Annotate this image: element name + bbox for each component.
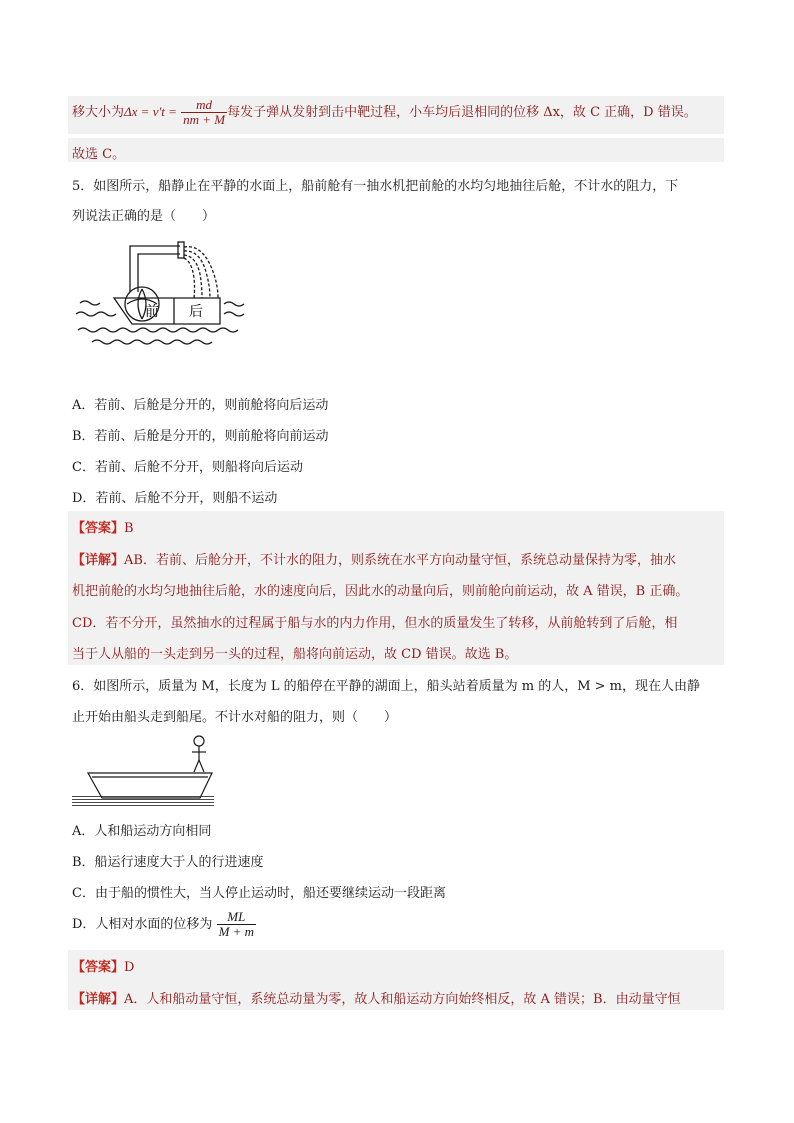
q6-stem-line2: 止开始由船头走到船尾。不计水对船的阻力，则（ ）	[72, 710, 398, 725]
q5-boat-figure	[72, 234, 262, 354]
q6-answer-line	[72, 956, 134, 975]
q4-conclusion-block	[68, 138, 724, 162]
q4-fraction	[181, 98, 227, 127]
q6-option-b: B．船运行速度大于人的行进速度	[72, 855, 264, 870]
q6-option-a: A．人和船运动方向相同	[72, 824, 212, 839]
q5-stem-line1: 5．如图所示，船静止在平静的水面上，船前舱有一抽水机把前舱的水均匀地抽往后舱，不计水的阻力，下	[72, 179, 679, 194]
q4-conclusion: 故选 C。	[72, 147, 126, 162]
q5-answer-value: B	[124, 521, 134, 536]
q5-option-b: B．若前、后舱是分开的，则前舱将向前运动	[72, 429, 329, 444]
q6-answer-tag: 【答案】	[72, 960, 125, 975]
q6-answer-value: D	[124, 960, 135, 975]
q5-answer-tag: 【答案】	[72, 521, 125, 536]
q6-option-c: C．由于船的惯性大，当人停止运动时，船还要继续运动一段距离	[72, 886, 446, 901]
q5-stem-line2: 列说法正确的是（ ）	[72, 209, 216, 224]
q4-frac-num: md	[181, 98, 227, 113]
q6-option-d-prefix: D．人相对水面的位移为	[72, 917, 213, 932]
q4-suffix: 每发子弹从发射到击中靶过程，小车均后退相同的位移 Δx，故 C 正确，D 错误。	[227, 105, 697, 120]
q5-detail-line4: 当于人从船的一头走到另一头的过程，船将向前运动，故 CD 错误。故选 B。	[72, 647, 518, 662]
q6-detail-tag: 【详解】	[72, 992, 125, 1007]
q5-detail-line1	[72, 549, 676, 568]
q5-answer-line	[72, 517, 134, 536]
q6-boat-figure	[72, 732, 222, 812]
q5-detail-text1: AB．若前、后舱分开，不计水的阻力，则系统在水平方向动量守恒，系统总动量保持为零，抽水	[124, 553, 676, 568]
q6-option-d-num: ML	[217, 910, 257, 925]
q5-detail-tag: 【详解】	[72, 553, 125, 568]
q5-detail-line2: 机把前舱的水均匀地抽往后舱，水的速度向后，因此水的动量向后，则前舱向前运动，故 A 错误，B 正确。	[72, 584, 689, 599]
q5-option-c: C．若前、后舱不分开，则船将向后运动	[72, 460, 303, 475]
q6-option-d-den: M + m	[218, 924, 255, 939]
q5-option-d: D．若前、后舱不分开，则船不运动	[72, 491, 278, 506]
q6-stem-line1: 6．如图所示，质量为 M，长度为 L 的船停在平静的湖面上，船头站着质量为 m 的人，M > m，现在人由静	[72, 679, 700, 694]
q5-rear-label: 后	[189, 304, 203, 320]
q4-frac-den: nm + M	[183, 112, 226, 127]
q5-option-a: A．若前、后舱是分开的，则前舱将向后运动	[72, 398, 329, 413]
q4-explanation-line	[72, 98, 697, 127]
q5-front-label: 前	[145, 304, 159, 320]
q6-detail-text1: A．人和船动量守恒，系统总动量为零，故人和船运动方向始终相反，故 A 错误；B．由动量守恒	[124, 992, 681, 1007]
q6-option-d-fraction	[217, 910, 257, 939]
q4-prefix: 移大小为	[72, 105, 125, 120]
q4-formula: Δx = v′t =	[124, 104, 177, 119]
q6-detail-line1	[72, 988, 681, 1007]
q5-detail-line3: CD．若不分开，虽然抽水的过程属于船与水的内力作用，但水的质量发生了转移，从前舱转到了后舱，相	[72, 616, 678, 631]
q6-option-d	[72, 910, 256, 939]
